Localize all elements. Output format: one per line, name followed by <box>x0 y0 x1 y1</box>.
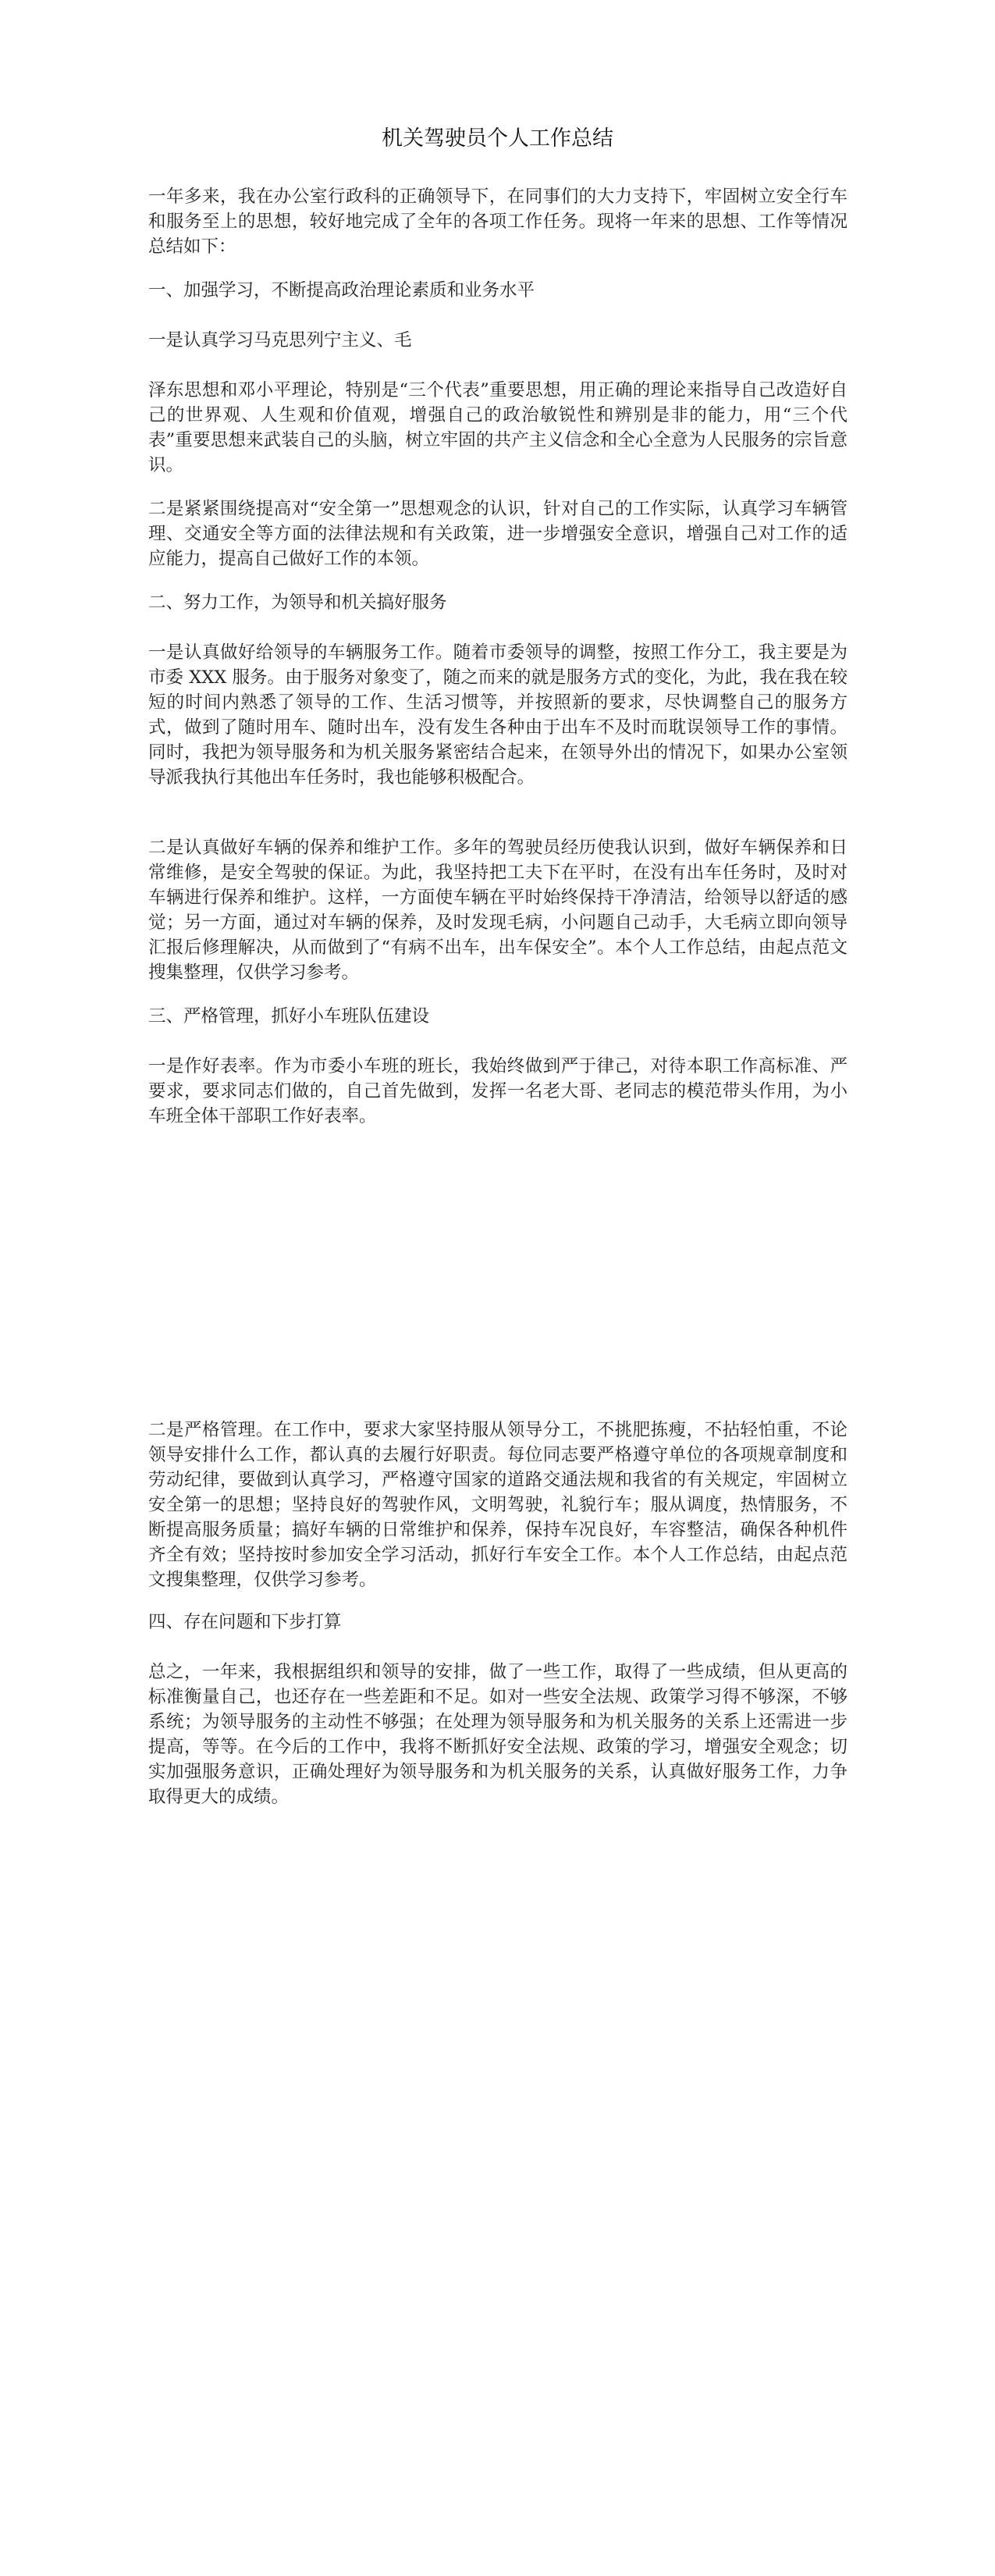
document-title: 机关驾驶员个人工作总结 <box>382 126 613 151</box>
section-heading-3: 三、严格管理，抓好小车班队伍建设 <box>148 1006 430 1026</box>
intro-paragraph: 一年多来，我在办公室行政科的正确领导下，在同事们的大力支持下，牢固树立安全行车和服务至上的思想，较好地完成了全年的各项工作任务。现将一年来的思想、工作等情况总结如下： <box>148 187 848 257</box>
section-heading-4: 四、存在问题和下步打算 <box>148 1612 342 1632</box>
paragraph-maintenance: 二是认真做好车辆的保养和维护工作。多年的驾驶员经历使我认识到，做好车辆保养和日常维修，是安全驾驶的保证。为此，我坚持把工夫下在平时，在没有出车任务时，及时对车辆进行保养和维护。这样，一方面使车辆在平时始终保持干净清洁，给领导以舒适的感觉；另一方面，通过对车辆的保养，及时发现毛病，小问题自己动手，大毛病立即向领导汇报后修理解决，从而做到了“有病不出车，出车保安全”。本个人工作总结，由起点范文搜集整理，仅供学习参考。 <box>148 838 848 983</box>
paragraph-study-lead: 一是认真学习马克思列宁主义、毛 <box>148 330 412 350</box>
paragraph-safety: 二是紧紧围绕提高对“安全第一”思想观念的认识，针对自己的工作实际，认真学习车辆管理、交通安全等方面的法律法规和有关政策，进一步增强安全意识，增强自己对工作的适应能力，提高自己做好工作的本领。 <box>148 499 848 569</box>
paragraph-theory: 泽东思想和邓小平理论，特别是“三个代表”重要思想，用正确的理论来指导自己改造好自己的世界观、人生观和价值观，增强自己的政治敏锐性和辨别是非的能力，用“三个代表”重要思想来武装自己的头脑，树立牢固的共产主义信念和全心全意为人民服务的宗旨意识。 <box>148 380 848 475</box>
section-heading-1: 一、加强学习，不断提高政治理论素质和业务水平 <box>148 280 535 301</box>
paragraph-strict-management: 二是严格管理。在工作中，要求大家坚持服从领导分工，不挑肥拣瘦，不拈轻怕重，不论领导安排什么工作，都认真的去履行好职责。每位同志要严格遵守单位的各项规章制度和劳动纪律，要做到认真学习，严格遵守国家的道路交通法规和我省的有关规定，牢固树立安全第一的思想；坚持良好的驾驶作风，文明驾驶，礼貌行车；服从调度，热情服务，不断提高服务质量；搞好车辆的日常维护和保养，保持车况良好，车容整洁，确保各种机件齐全有效；坚持按时参加安全学习活动，抓好行车安全工作。本个人工作总结，由起点范文搜集整理，仅供学习参考。 <box>148 1420 848 1590</box>
paragraph-conclusion: 总之，一年来，我根据组织和领导的安排，做了一些工作，取得了一些成绩，但从更高的标准衡量自己，也还存在一些差距和不足。如对一些安全法规、政策学习得不够深，不够系统；为领导服务的主动性不够强；在处理为领导服务和为机关服务的关系上还需进一步提高，等等。在今后的工作中，我将不断抓好安全法规、政策的学习，增强安全观念；切实加强服务意识，正确处理好为领导服务和为机关服务的关系，认真做好服务工作，力争取得更大的成绩。 <box>148 1662 848 1807</box>
paragraph-role-model: 一是作好表率。作为市委小车班的班长，我始终做到严于律己，对待本职工作高标准、严要求，要求同志们做的，自己首先做到，发挥一名老大哥、老同志的模范带头作用，为小车班全体干部职工作好表率。 <box>148 1056 848 1126</box>
section-heading-2: 二、努力工作，为领导和机关搞好服务 <box>148 592 447 613</box>
paragraph-vehicle-service: 一是认真做好给领导的车辆服务工作。随着市委领导的调整，按照工作分工，我主要是为市委 XXX 服务。由于服务对象变了，随之而来的就是服务方式的变化，为此，我在我在较短的时间内熟悉了领导的工作、生活习惯等，并按照新的要求，尽快调整自己的服务方式，做到了随时用车、随时出车，没有发生各种由于出车不及时而耽误领导工作的事情。同时，我把为领导服务和为机关服务紧密结合起来，在领导外出的情况下，如果办公室领导派我执行其他出车任务时，我也能够积极配合。 <box>148 642 848 788</box>
